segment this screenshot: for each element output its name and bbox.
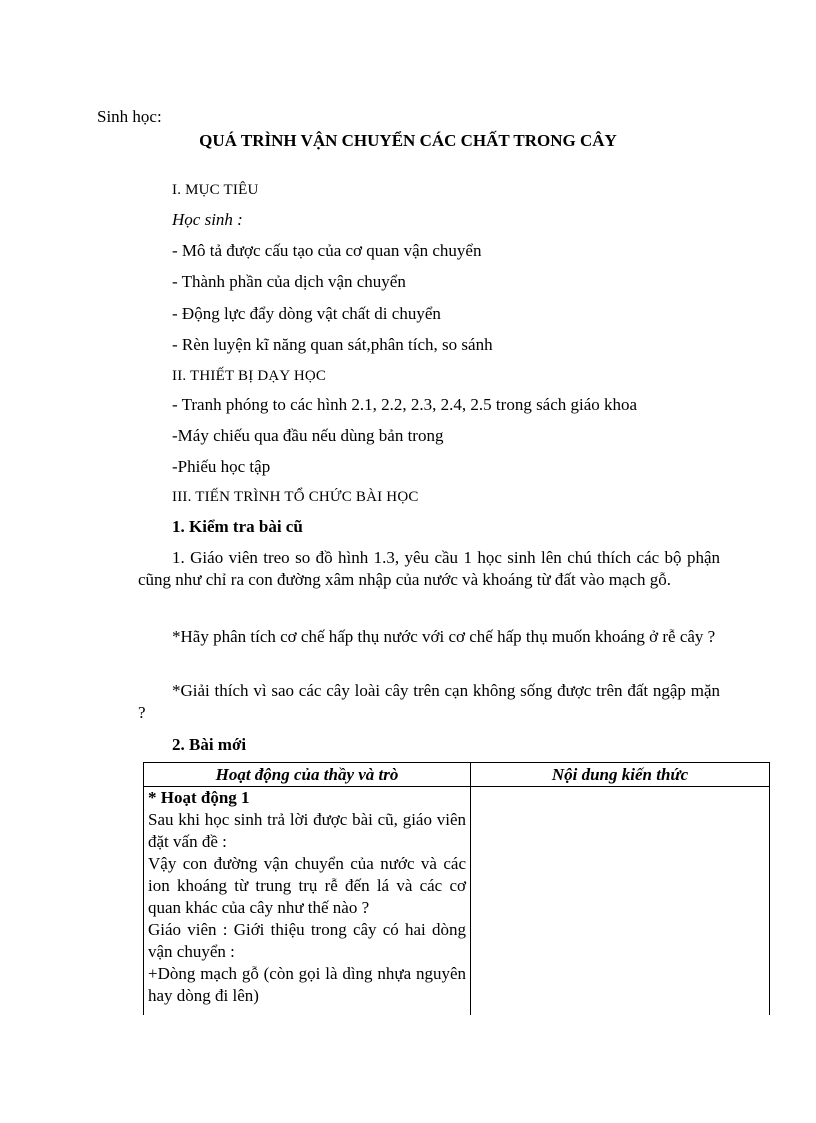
lesson-table — [143, 762, 770, 1015]
new-lesson-heading: 2. Bài mới — [172, 735, 247, 754]
section-process-heading: III. TIẾN TRÌNH TỔ CHỨC BÀI HỌC — [172, 489, 419, 505]
table-header-row — [144, 763, 770, 787]
list-item: - Động lực đẩy dòng vật chất di chuyển — [172, 304, 441, 323]
review-paragraph-3 — [138, 680, 720, 724]
review-paragraph-1-text: 1. Giáo viên treo so đồ hình 1.3, yêu cầu 1 học sinh lên chú thích các bộ phận cũng như chỉ ra con đường xâm nhập của nước và khoáng từ đất vào mạch gỗ. — [138, 548, 720, 589]
activity-title: * Hoạt động 1 — [148, 788, 250, 807]
list-item: - Rèn luyện kĩ năng quan sát,phân tích, so sánh — [172, 335, 493, 354]
section-equipment-heading: II. THIẾT BỊ DẠY HỌC — [172, 368, 327, 384]
subject-label: Sinh học: — [97, 107, 162, 126]
review-heading: 1. Kiểm tra bài cũ — [172, 517, 303, 536]
review-paragraph-1 — [138, 547, 720, 591]
activity-line: Sau khi học sinh trả lời được bài cũ, giáo viên đặt vấn đề : — [148, 810, 466, 851]
activity-line: Vậy con đường vận chuyển của nước và các ion khoáng từ trung trụ rễ đến lá và các cơ quan khác của cây như thế nào ? — [148, 854, 466, 917]
list-item: -Phiếu học tập — [172, 457, 271, 476]
col-activity-header: Hoạt động của thầy và trò — [144, 763, 471, 787]
review-paragraph-2-text: *Hãy phân tích cơ chế hấp thụ nước với cơ chế hấp thụ muốn khoáng ở rễ cây ? — [172, 627, 716, 646]
activity-cell — [144, 787, 471, 1016]
content-cell — [471, 787, 770, 1016]
table-row — [144, 787, 770, 1016]
list-item: -Máy chiếu qua đầu nếu dùng bản trong — [172, 426, 444, 445]
page-title: QUÁ TRÌNH VẬN CHUYỂN CÁC CHẤT TRONG CÂY — [199, 131, 617, 150]
activity-line: +Dòng mạch gỗ (còn gọi là dìng nhựa nguyên hay dòng đi lên) — [148, 964, 466, 1005]
activity-line: Giáo viên : Giới thiệu trong cây có hai dòng vận chuyển : — [148, 920, 466, 961]
section-objectives-heading: I. MỤC TIÊU — [172, 182, 259, 198]
objectives-intro: Học sinh : — [172, 210, 243, 229]
list-item: - Tranh phóng to các hình 2.1, 2.2, 2.3, 2.4, 2.5 trong sách giáo khoa — [172, 395, 638, 414]
list-item: - Mô tả được cấu tạo của cơ quan vận chuyển — [172, 241, 482, 260]
list-item: - Thành phần của dịch vận chuyển — [172, 272, 406, 291]
review-paragraph-2 — [138, 626, 720, 648]
review-paragraph-3-text: *Giải thích vì sao các cây loài cây trên cạn không sống được trên đất ngập mặn ? — [138, 681, 720, 722]
col-content-header: Nội dung kiến thức — [471, 763, 770, 787]
